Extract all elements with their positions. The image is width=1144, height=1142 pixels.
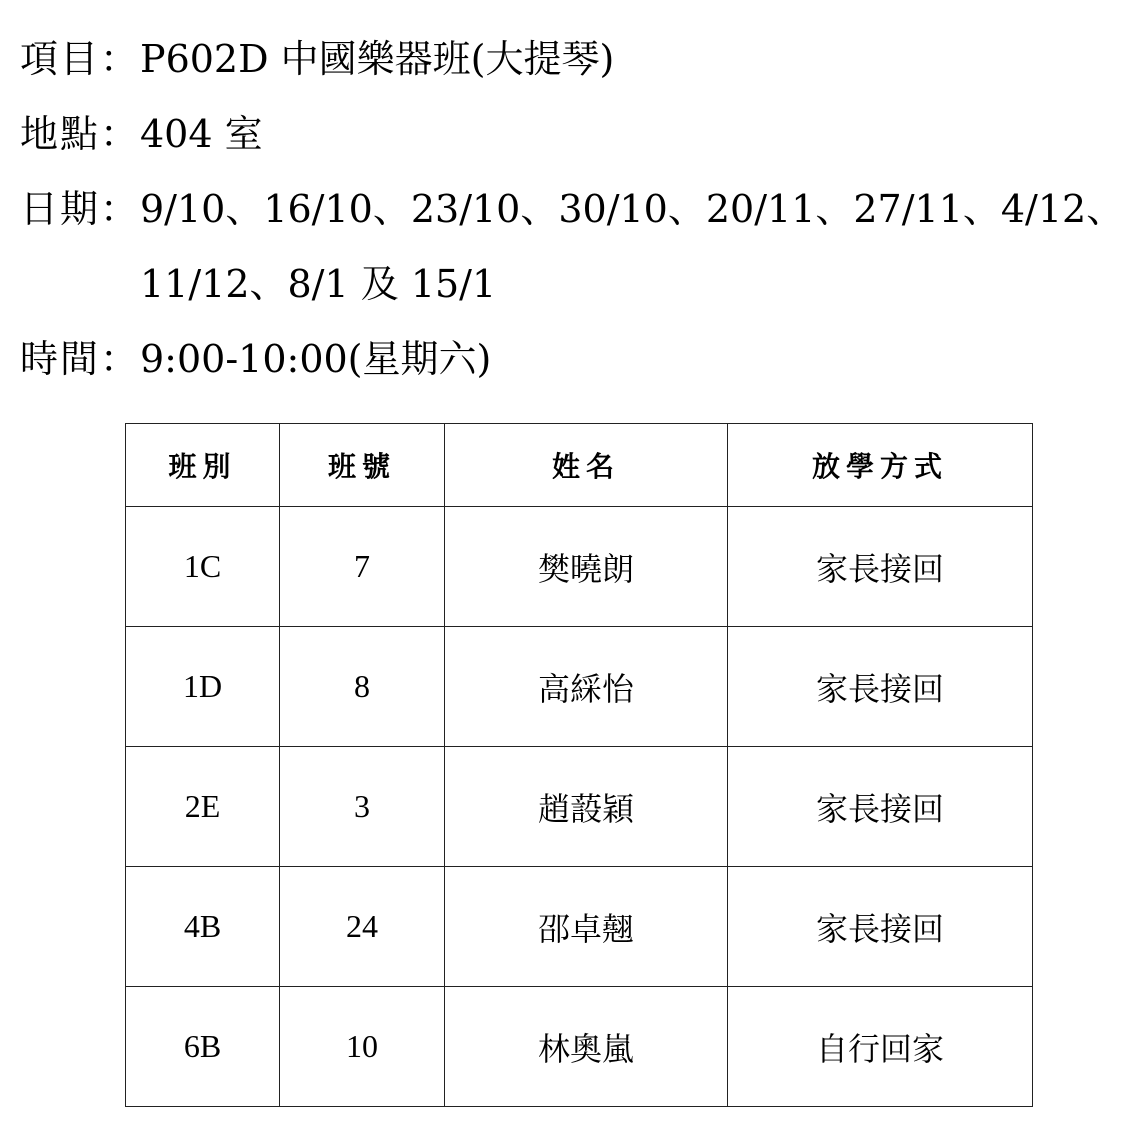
table-row [126,627,1033,747]
cell-dismissal-method: 家長接回 [728,507,1033,627]
table-row [126,867,1033,987]
class-info [20,22,1130,397]
student-roster-table [125,423,1033,1107]
cell-dismissal-method: 家長接回 [728,747,1033,867]
item-row [20,22,1130,97]
item-value: P602D 中國樂器班(大提琴) [140,37,615,81]
cell-class-number: 8 [280,627,445,747]
table-header-row [126,424,1033,507]
cell-class: 1D [126,627,280,747]
cell-name: 林奧嵐 [445,987,728,1107]
table-row [126,987,1033,1107]
date-value-line2: 11/12、8/1 及 15/1 [140,262,497,306]
cell-class-number: 10 [280,987,445,1107]
date-label: 日期： [20,187,141,231]
location-row [20,97,1130,172]
cell-name: 趙蔎穎 [445,747,728,867]
cell-dismissal-method: 家長接回 [728,627,1033,747]
cell-name: 樊曉朗 [445,507,728,627]
table-row [126,747,1033,867]
table-row [126,507,1033,627]
date-row [20,172,1130,247]
location-label: 地點： [20,112,141,156]
cell-class: 2E [126,747,280,867]
header-class-number: 班號 [280,424,445,507]
cell-class: 1C [126,507,280,627]
header-dismissal-method: 放學方式 [728,424,1033,507]
cell-class-number: 7 [280,507,445,627]
header-name: 姓名 [445,424,728,507]
cell-class-number: 24 [280,867,445,987]
cell-class: 6B [126,987,280,1107]
date-value-line1: 9/10、16/10、23/10、30/10、20/11、27/11、4/12、 [140,187,1125,231]
cell-class-number: 3 [280,747,445,867]
cell-dismissal-method: 自行回家 [728,987,1033,1107]
date-row-continued [20,247,1130,322]
cell-name: 邵卓翹 [445,867,728,987]
cell-dismissal-method: 家長接回 [728,867,1033,987]
header-class: 班別 [126,424,280,507]
time-row [20,322,1130,397]
time-label: 時間： [20,337,141,381]
cell-name: 高綵怡 [445,627,728,747]
location-value: 404 室 [140,112,263,156]
item-label: 項目： [20,37,141,81]
cell-class: 4B [126,867,280,987]
time-value: 9:00-10:00(星期六) [140,337,492,381]
